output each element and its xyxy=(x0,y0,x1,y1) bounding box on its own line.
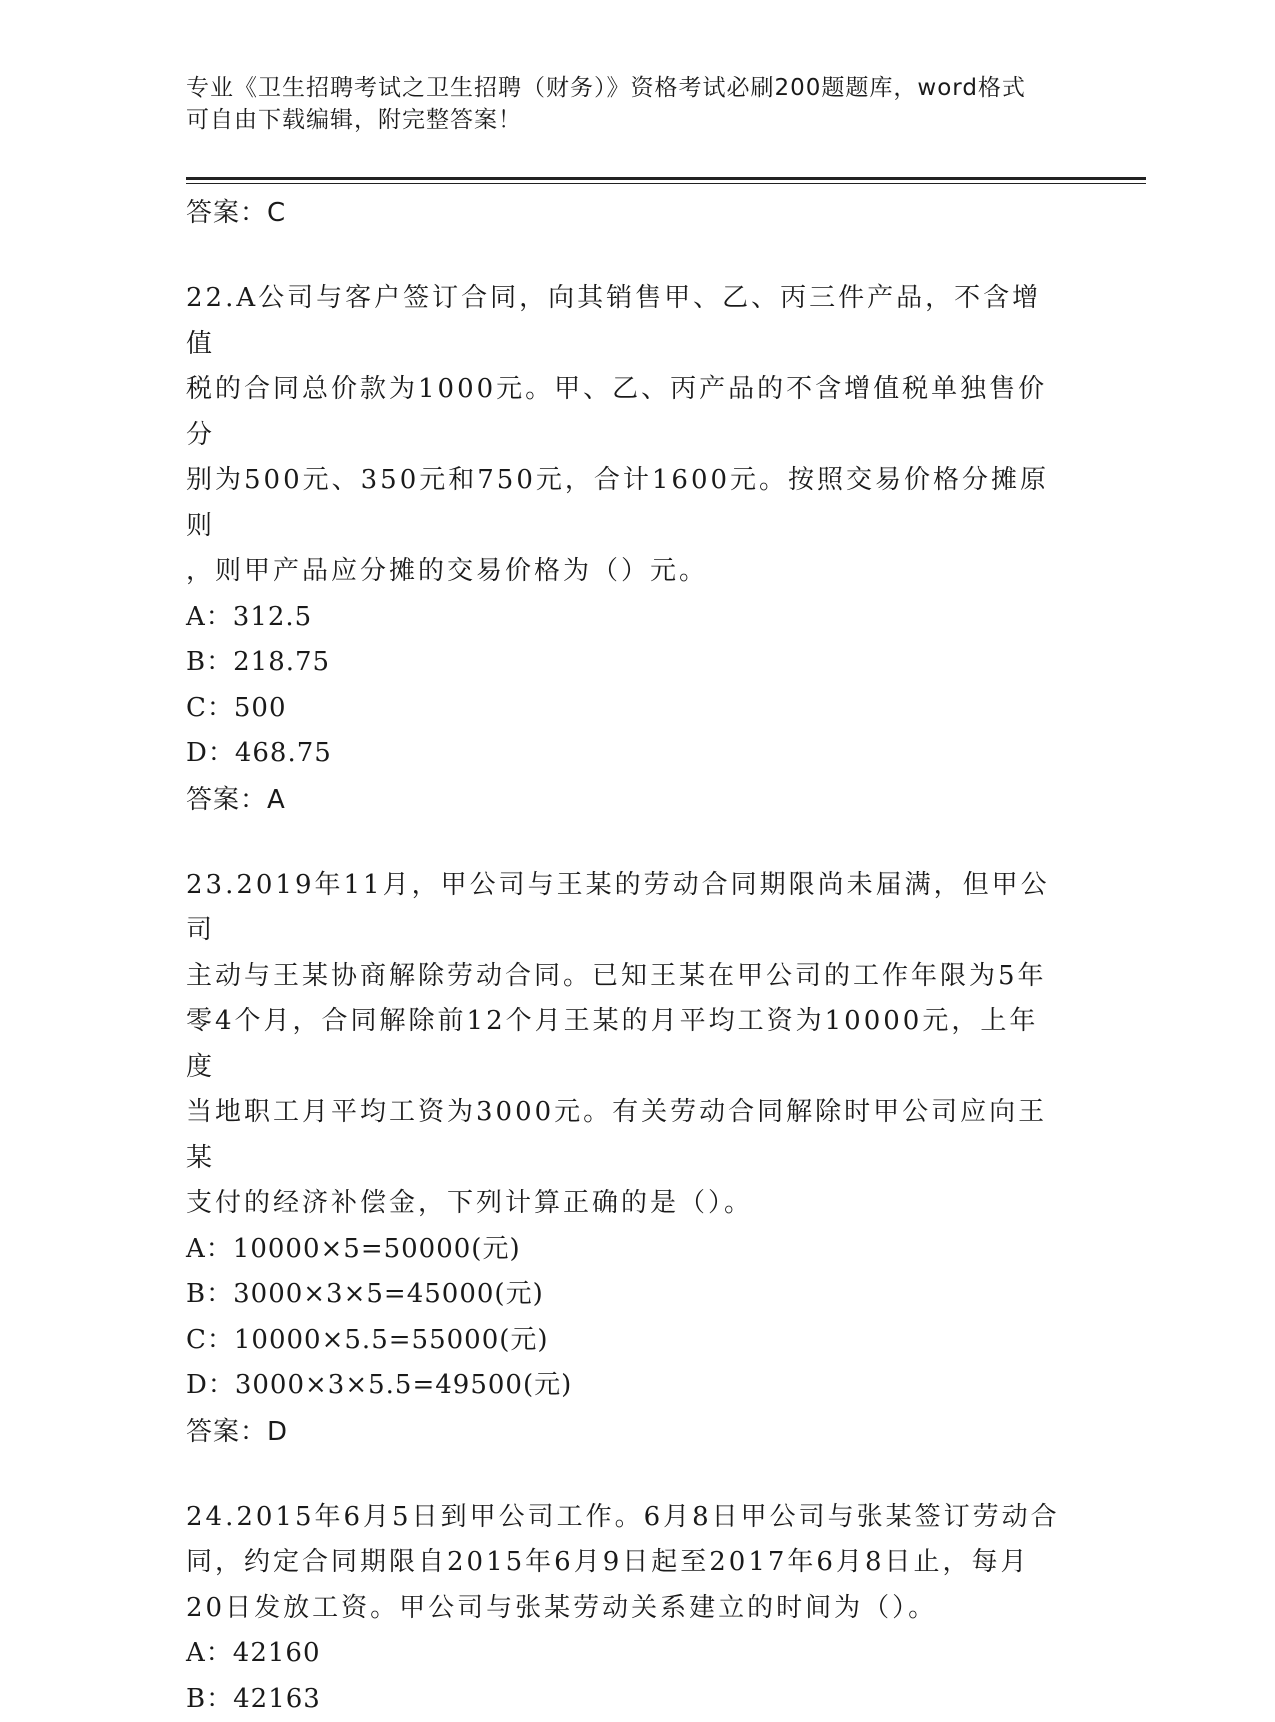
question-line: ，则甲产品应分摊的交易价格为（）元。 xyxy=(186,549,1066,595)
question-23 xyxy=(186,863,1066,1227)
question-line: 税的合同总价款为1000元。甲、乙、丙产品的不含增值税单独售价分 xyxy=(186,367,1066,458)
document-body xyxy=(186,190,1066,1722)
answer-21: 答案：C xyxy=(186,190,1066,236)
question-line: 24.2015年6月5日到甲公司工作。6月8日甲公司与张某签订劳动合 xyxy=(186,1495,1066,1541)
answer-23: 答案：D xyxy=(186,1409,1066,1455)
header-line-1: 专业《卫生招聘考试之卫生招聘（财务）》资格考试必刷200题题库，word格式 xyxy=(186,72,1066,104)
answer-22: 答案：A xyxy=(186,777,1066,823)
question-22 xyxy=(186,276,1066,595)
option-d: D：3000×3×5.5=49500(元) xyxy=(186,1363,1066,1409)
header-rule-thick xyxy=(186,177,1146,180)
question-line: 别为500元、350元和750元，合计1600元。按照交易价格分摊原则 xyxy=(186,458,1066,549)
option-a: A：10000×5=50000(元) xyxy=(186,1227,1066,1273)
header-rule-thin xyxy=(186,183,1146,184)
option-a: A：42160 xyxy=(186,1631,1066,1677)
option-d: D：468.75 xyxy=(186,731,1066,777)
question-line: 当地职工月平均工资为3000元。有关劳动合同解除时甲公司应向王某 xyxy=(186,1090,1066,1181)
option-b: B：3000×3×5=45000(元) xyxy=(186,1272,1066,1318)
question-line: 主动与王某协商解除劳动合同。已知王某在甲公司的工作年限为5年 xyxy=(186,954,1066,1000)
header-line-2: 可自由下载编辑，附完整答案！ xyxy=(186,104,1066,136)
question-line: 22.A公司与客户签订合同，向其销售甲、乙、丙三件产品，不含增值 xyxy=(186,276,1066,367)
question-line: 支付的经济补偿金，下列计算正确的是（）。 xyxy=(186,1181,1066,1227)
question-24 xyxy=(186,1495,1066,1632)
question-line: 同，约定合同期限自2015年6月9日起至2017年6月8日止，每月 xyxy=(186,1540,1066,1586)
option-c: C：500 xyxy=(186,686,1066,732)
option-b: B：218.75 xyxy=(186,640,1066,686)
question-line: 20日发放工资。甲公司与张某劳动关系建立的时间为（）。 xyxy=(186,1586,1066,1632)
document-header xyxy=(186,72,1066,136)
option-b: B：42163 xyxy=(186,1677,1066,1722)
option-a: A：312.5 xyxy=(186,595,1066,641)
option-c: C：10000×5.5=55000(元) xyxy=(186,1318,1066,1364)
question-line: 零4个月，合同解除前12个月王某的月平均工资为10000元，上年度 xyxy=(186,999,1066,1090)
question-line: 23.2019年11月，甲公司与王某的劳动合同期限尚未届满，但甲公司 xyxy=(186,863,1066,954)
